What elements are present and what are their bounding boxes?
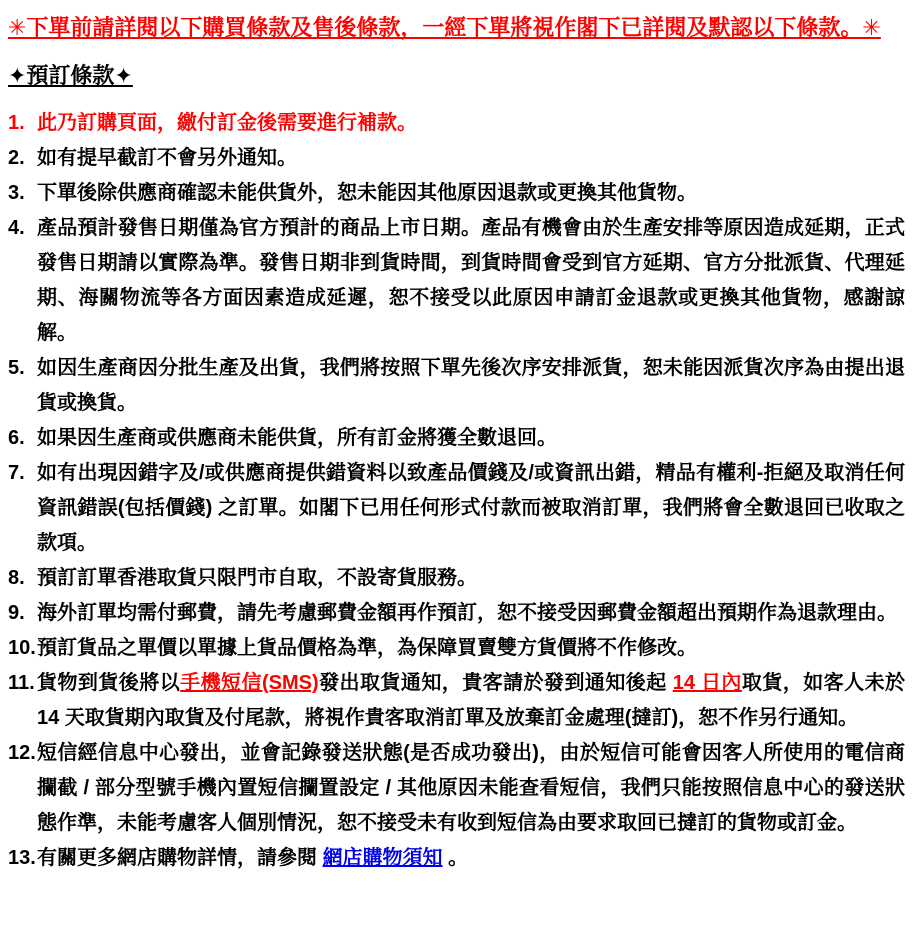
- sms-notice-emphasis: 手機短信(SMS): [180, 672, 319, 694]
- term-item-6: [8, 421, 907, 456]
- term-segment: 貨物到貨後將以: [37, 672, 181, 694]
- terms-list: [8, 106, 907, 876]
- term-text: [37, 841, 907, 876]
- term-text: 如因生產商因分批生產及出貨，我們將按照下單先後次序安排派貨，恕未能因派貨次序為由提出退貨或換貨。: [37, 357, 905, 414]
- term-item-10: [8, 631, 907, 666]
- term-text: 如果因生產商或供應商未能供貨，所有訂金將獲全數退回。: [37, 427, 557, 449]
- term-number: 1.: [8, 112, 25, 134]
- term-number: 10.: [8, 637, 36, 659]
- term-segment: 。: [442, 847, 469, 869]
- term-number: 11.: [8, 672, 35, 694]
- term-number: 6.: [8, 427, 25, 449]
- term-item-8: [8, 561, 907, 596]
- term-text: 短信經信息中心發出，並會記錄發送狀態(是否成功發出)，由於短信可能會因客人所使用的電信商攔截 / 部分型號手機內置短信攔置設定 / 其他原因未能查看短信，我們只能按照信息中心的發送狀態作準，未能考慮客人個別情況，恕不接受未有收到短信為由要求取回已撻訂的貨物或訂金。: [37, 742, 905, 834]
- term-text: 如有出現因錯字及/或供應商提供錯資料以致產品價錢及/或資訊出錯，精品有權利-拒絕及取消任何資訊錯誤(包括價錢) 之訂單。如閣下已用任何形式付款而被取消訂單，我們將會全數退回已收取之款項。: [37, 462, 905, 554]
- term-number: 2.: [8, 147, 25, 169]
- term-segment: 有關更多網店購物詳情，請參閱: [37, 847, 323, 869]
- term-segment: 取貨，如客人未於 14 天取貨期內取貨及付尾款，將視作貴客取消訂單及放棄訂金處理(撻訂)，恕不作另行通知。: [37, 672, 906, 729]
- term-text: 預訂訂單香港取貨只限門市自取，不設寄貨服務。: [37, 567, 477, 589]
- term-item-12: [8, 736, 907, 841]
- term-item-13: [8, 841, 907, 876]
- term-text: 預訂貨品之單價以單據上貨品價格為準，為保障買賣雙方貨價將不作修改。: [37, 637, 697, 659]
- term-number: 9.: [8, 602, 25, 624]
- term-number: 3.: [8, 182, 25, 204]
- term-item-11: [8, 666, 907, 736]
- section-title-row: [8, 58, 907, 93]
- store-shopping-notice-link[interactable]: 網店購物須知: [322, 847, 443, 869]
- term-number: 8.: [8, 567, 25, 589]
- term-item-4: [8, 211, 907, 351]
- term-text: 下單後除供應商確認未能供貨外，恕未能因其他原因退款或更換其他貨物。: [37, 182, 697, 204]
- term-text: 海外訂單均需付郵費，請先考慮郵費金額再作預訂，恕不接受因郵費金額超出預期作為退款理由。: [37, 602, 897, 624]
- term-segment: 發出取貨通知，貴客請於發到通知後起: [318, 672, 673, 694]
- term-item-5: [8, 351, 907, 421]
- term-number: 5.: [8, 357, 25, 379]
- term-item-2: [8, 141, 907, 176]
- term-number: 13.: [8, 847, 36, 869]
- section-title: ✦預訂條款✦: [8, 63, 133, 88]
- term-text: [37, 666, 907, 736]
- term-number: 12.: [8, 742, 36, 764]
- term-number: 4.: [8, 217, 25, 239]
- notice-header-text: ✳下單前請詳閱以下購買條款及售後條款，一經下單將視作閣下已詳閱及默認以下條款。✳: [8, 15, 881, 40]
- term-item-9: [8, 596, 907, 631]
- term-item-7: [8, 456, 907, 561]
- pickup-deadline-emphasis: 14 日內: [672, 672, 742, 694]
- term-text: 如有提早截訂不會另外通知。: [37, 147, 297, 169]
- term-number: 7.: [8, 462, 25, 484]
- term-item-3: [8, 176, 907, 211]
- term-text: 此乃訂購頁面，繳付訂金後需要進行補款。: [37, 112, 417, 134]
- notice-header: [8, 10, 907, 45]
- term-item-1: [8, 106, 907, 141]
- term-text: 產品預計發售日期僅為官方預計的商品上市日期。產品有機會由於生產安排等原因造成延期，正式發售日期請以實際為準。發售日期非到貨時間，到貨時間會受到官方延期、官方分批派貨、代理延期、海關物流等各方面因素造成延遲，恕不接受以此原因申請訂金退款或更換其他貨物，感謝諒解。: [37, 217, 905, 344]
